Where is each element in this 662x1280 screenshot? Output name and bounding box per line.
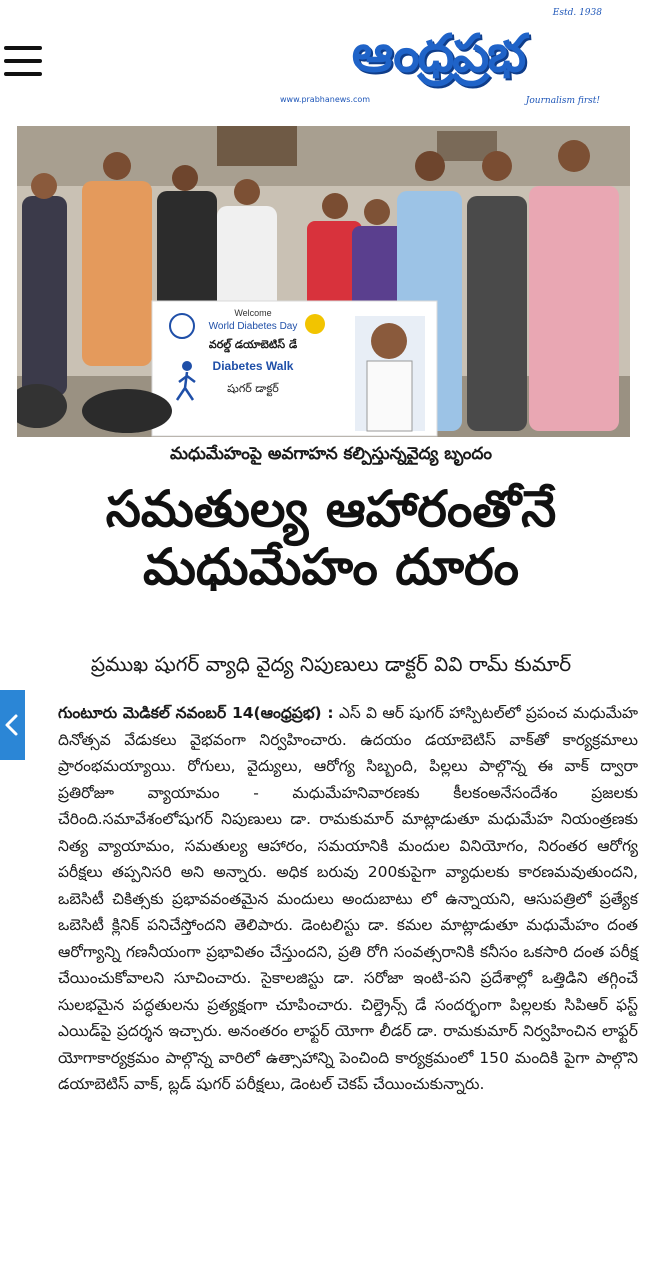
headline-line-2: మధుమేహం దూరం bbox=[143, 538, 519, 596]
logo-wordmark: ఆంధ్రప్రభ bbox=[351, 24, 525, 84]
photo-caption: మధుమేహంపై అవగాహన కల్పిస్తున్నవైద్య బృందం bbox=[169, 444, 493, 464]
banner-welcome: Welcome bbox=[234, 308, 272, 318]
banner-doctor-label: షుగర్ డాక్టర్ bbox=[227, 382, 279, 395]
banner-event-title-te: వరల్డ్ డయాబెటిస్ డే bbox=[208, 338, 298, 351]
site-logo[interactable] bbox=[278, 8, 608, 110]
banner-event-title: World Diabetes Day bbox=[208, 321, 298, 332]
side-back-tab[interactable] bbox=[0, 690, 25, 760]
article-photo bbox=[17, 126, 630, 437]
chevron-left-icon bbox=[2, 713, 22, 737]
hamburger-menu-icon[interactable] bbox=[4, 46, 44, 80]
logo-tagline: Journalism first! bbox=[525, 96, 600, 106]
article-dateline: గుంటూరు మెడికల్ నవంబర్ 14(ఆంధ్రప్రభ) : bbox=[58, 704, 334, 722]
logo-estd: Estd. 1938 bbox=[552, 8, 602, 18]
banner-walk-label: Diabetes Walk bbox=[212, 359, 294, 373]
logo-site-url: www.prabhanews.com bbox=[280, 95, 371, 104]
article-headline bbox=[0, 480, 662, 596]
site-header bbox=[0, 0, 662, 118]
article-subheadline: ప్రముఖ షుగర్ వ్యాధి వైద్య నిపుణులు డాక్టర్ వివి రామ్ కుమార్ bbox=[90, 652, 572, 676]
diabetes-walk-banner bbox=[152, 301, 437, 436]
headline-line-1: సమతుల్య ఆహారంతోనే bbox=[105, 480, 557, 538]
article-body bbox=[58, 700, 638, 1098]
article-body-text: ఎస్ వి ఆర్ షుగర్ హాస్పిటల్‌లో ప్రపంచ మధుమేహ దినోత్సవ వేడుకలు వైభవంగా నిర్వహించారు. ఉదయం డయాబెటిస్ వాక్‌తో కార్యక్రమాలు ప్రారంభమయ్యాయి. రోగులు, వైద్యులు, ఆరోగ్య సిబ్బంది, పిల్లలు పాల్గొన్న ఈ వాక్ ద్వారా ప్రతిరోజూ వ్యాయామం - మధుమేహనివారణకు కీలకంఅనేసందేశం ప్రజలకు చేరింది.సమావేశంలోషుగర్ నిపుణులు డా. రామకుమార్ మాట్లాడుతూ మధుమేహ నియంత్రణకు నిత్య వ్యాయామం, సమతుల్య ఆహారం, సమయానికి మందుల వినియోగం, నిరంతర ఆరోగ్య పరీక్షలు తప్పనిసరి అని అన్నారు. అధిక బరువు 200కుపైగా వ్యాధులకు కారణమవుతుందని, ఒబెసిటీ చికిత్సకు ప్రభావవంతమైన మందులు అందుబాటు లో ఉన్నాయని, ఆసుపత్రిలో ప్రత్యేక ఒబెసిటీ క్లినిక్ పనిచేస్తోందని తెలిపారు. డెంటలిస్టు డా. కమల మాట్లాడుతూ మధుమేహం దంత ఆరోగ్యాన్ని గణనీయంగా ప్రభావితం చేస్తుందని, ప్రతి రోగి సంవత్సరానికి కనీసం ఒకసారి దంత పరీక్ష చేయించుకోవాలని సూచించారు. సైకాలజిస్టు డా. సరోజా ఇంటి-పని ప్రదేశాల్లో ఒత్తిడిని తగ్గించే సులభమైన పద్ధతులను ప్రత్యక్షంగా చూపించారు. చిల్డ్రెన్స్ డే సందర్భంగా పిల్లలకు సిపిఆర్ ఫస్ట్ ఎయిడ్‌పై ప్రదర్శన ఇచ్చారు. అనంతరం లాఫ్టర్ యోగా లీడర్ డా. రామకుమార్ నిర్వహించిన లాఫ్టర్ యోగాకార్యక్రమం పాల్గొన్న వారిలో ఉత్సాహాన్ని పెంచింది కార్యక్రమంలో 150 మందికి పైగా పాల్గొని డయాబెటిస్ వాక్, బ్లడ్ షుగర్ పరీక్షలు, డెంటల్ చెకప్ చేయించుకున్నారు. bbox=[58, 704, 638, 1093]
